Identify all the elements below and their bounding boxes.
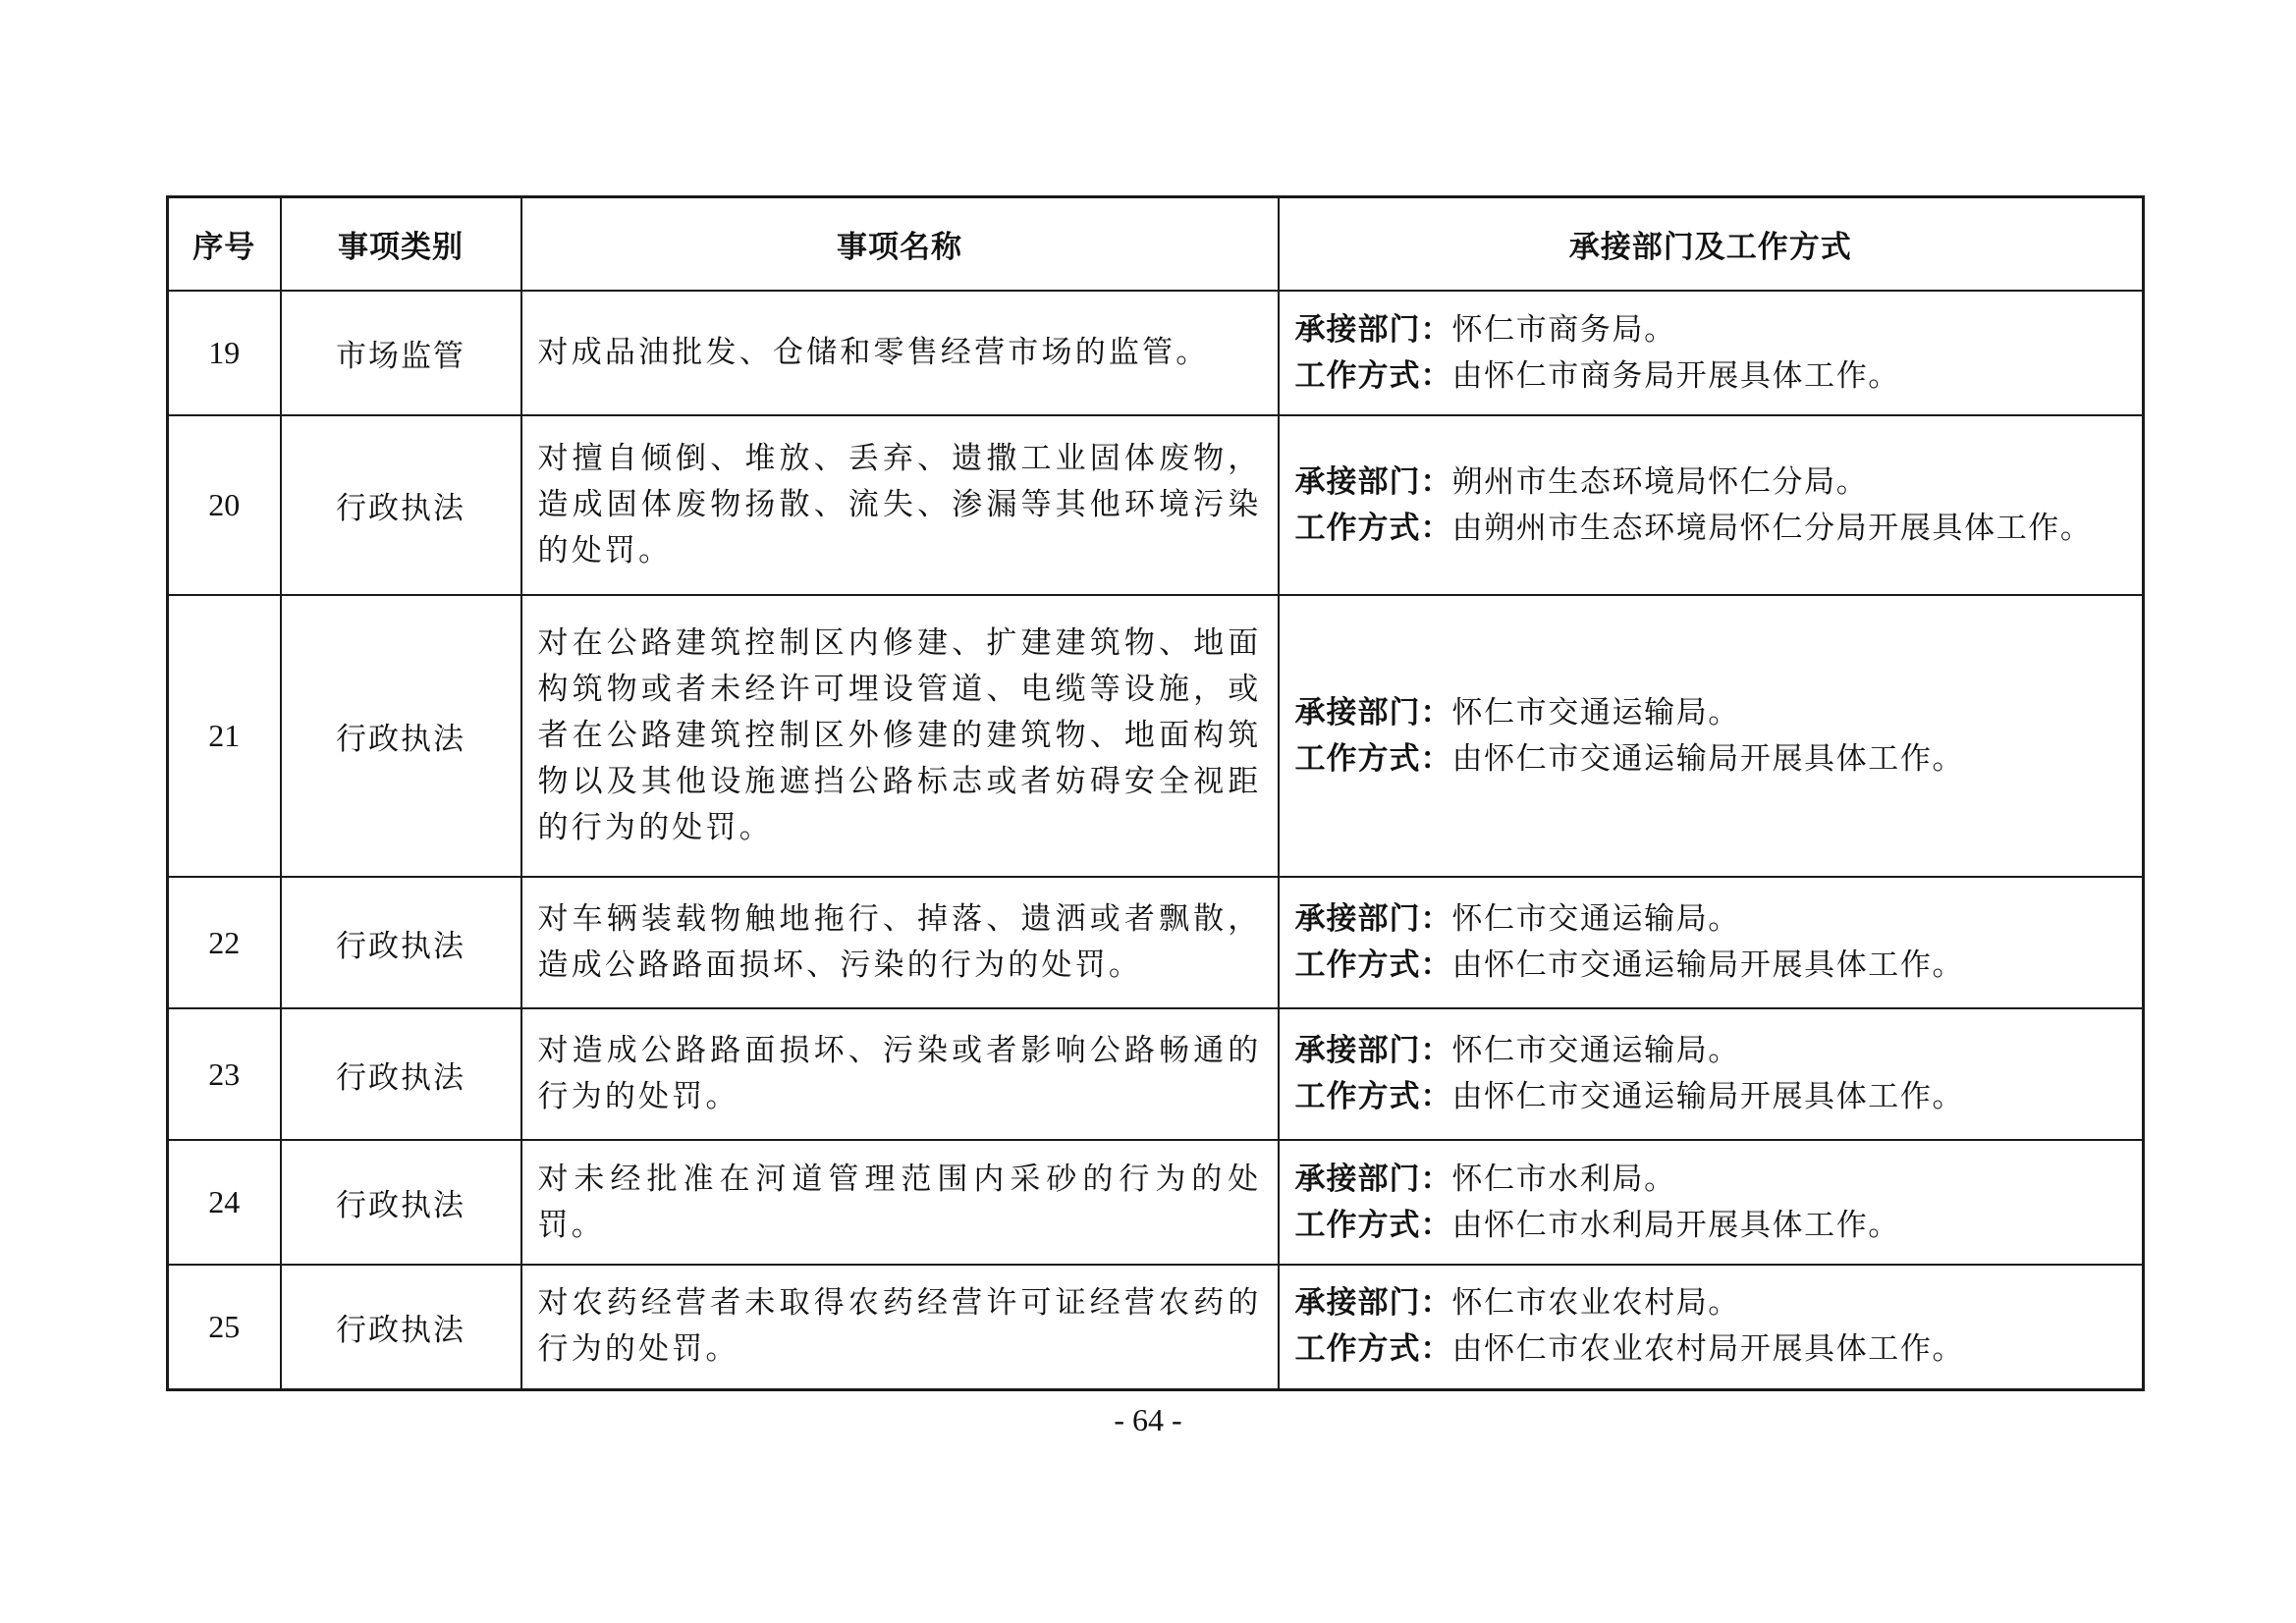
row-seq: 25 [168, 1265, 281, 1389]
dept-label: 承接部门： [1294, 1285, 1452, 1322]
method-label: 工作方式： [1294, 357, 1452, 394]
method-value: 由怀仁市农业农村局开展具体工作。 [1451, 1331, 1965, 1368]
row-dept-cell [1279, 415, 2144, 595]
dept-value: 怀仁市交通运输局。 [1451, 901, 1740, 937]
method-label: 工作方式： [1294, 1079, 1452, 1114]
row-seq: 24 [168, 1140, 281, 1265]
header-dept: 承接部门及工作方式 [1279, 197, 2144, 292]
row-item-name: 对擅自倾倒、堆放、丢弃、遗撒工业固体废物，造成固体废物扬散、流失、渗漏等其他环境污染的处罚。 [521, 415, 1279, 595]
method-label: 工作方式： [1294, 1207, 1452, 1243]
table-row [168, 877, 2144, 1008]
row-item-name: 对未经批准在河道管理范围内采砂的行为的处罚。 [521, 1140, 1279, 1265]
method-value: 由怀仁市交通运输局开展具体工作。 [1451, 740, 1965, 777]
method-value: 由怀仁市交通运输局开展具体工作。 [1451, 947, 1965, 983]
method-line [1295, 943, 2127, 989]
row-item-name: 对成品油批发、仓储和零售经营市场的监管。 [521, 291, 1279, 415]
items-table [166, 195, 2145, 1391]
method-label: 工作方式： [1294, 947, 1452, 983]
dept-line [1295, 1028, 2127, 1074]
row-category: 行政执法 [281, 415, 521, 595]
row-seq: 19 [168, 291, 281, 415]
row-dept-cell [1279, 1008, 2144, 1140]
dept-value: 怀仁市交通运输局。 [1451, 694, 1740, 730]
dept-line [1295, 690, 2127, 736]
table-row [168, 415, 2144, 595]
row-seq: 22 [168, 877, 281, 1008]
dept-line [1295, 460, 2127, 506]
row-category: 行政执法 [281, 595, 521, 877]
row-dept-cell [1279, 877, 2144, 1008]
method-label: 工作方式： [1294, 740, 1452, 777]
method-label: 工作方式： [1294, 1331, 1452, 1368]
row-dept-cell [1279, 1140, 2144, 1265]
table-row [168, 291, 2144, 415]
header-seq: 序号 [168, 197, 281, 292]
row-item-name: 对造成公路路面损坏、污染或者影响公路畅通的行为的处罚。 [521, 1008, 1279, 1140]
row-seq: 21 [168, 595, 281, 877]
dept-label: 承接部门： [1294, 463, 1452, 500]
row-item-name: 对农药经营者未取得农药经营许可证经营农药的行为的处罚。 [521, 1265, 1279, 1389]
dept-label: 承接部门： [1294, 311, 1452, 348]
row-dept-cell [1279, 595, 2144, 877]
row-category: 行政执法 [281, 1265, 521, 1389]
method-line [1295, 1203, 2127, 1249]
header-category: 事项类别 [281, 197, 521, 292]
row-category: 行政执法 [281, 1140, 521, 1265]
table-row [168, 1008, 2144, 1140]
row-seq: 23 [168, 1008, 281, 1140]
dept-label: 承接部门： [1294, 901, 1452, 937]
row-category: 市场监管 [281, 291, 521, 415]
table-header-row [168, 197, 2144, 292]
page-number: - 64 - [1114, 1402, 1182, 1437]
dept-line [1295, 307, 2127, 353]
row-category: 行政执法 [281, 877, 521, 1008]
method-value: 由朔州市生态环境局怀仁分局开展具体工作。 [1451, 510, 2093, 546]
dept-label: 承接部门： [1294, 1161, 1452, 1197]
dept-value: 怀仁市交通运输局。 [1451, 1033, 1740, 1068]
dept-value: 朔州市生态环境局怀仁分局。 [1451, 463, 1869, 500]
method-value: 由怀仁市水利局开展具体工作。 [1451, 1207, 1900, 1243]
row-seq: 20 [168, 415, 281, 595]
dept-value: 怀仁市水利局。 [1451, 1161, 1676, 1197]
row-category: 行政执法 [281, 1008, 521, 1140]
row-dept-cell [1279, 1265, 2144, 1389]
table-row [168, 1140, 2144, 1265]
row-dept-cell [1279, 291, 2144, 415]
method-value: 由怀仁市交通运输局开展具体工作。 [1451, 1079, 1965, 1114]
dept-line [1295, 1280, 2127, 1326]
row-item-name: 对在公路建筑控制区内修建、扩建建筑物、地面构筑物或者未经许可埋设管道、电缆等设施，或者在公路建筑控制区外修建的建筑物、地面构筑物以及其他设施遮挡公路标志或者妨碍安全视距的行为的处罚。 [521, 595, 1279, 877]
table-row [168, 1265, 2144, 1389]
dept-line [1295, 896, 2127, 943]
table-row [168, 595, 2144, 877]
dept-value: 怀仁市商务局。 [1451, 311, 1676, 348]
dept-label: 承接部门： [1294, 1033, 1452, 1068]
dept-value: 怀仁市农业农村局。 [1451, 1285, 1740, 1322]
method-label: 工作方式： [1294, 510, 1452, 546]
method-line [1295, 353, 2127, 400]
method-value: 由怀仁市商务局开展具体工作。 [1451, 357, 1900, 394]
method-line [1295, 1326, 2127, 1373]
method-line [1295, 506, 2127, 552]
dept-label: 承接部门： [1294, 694, 1452, 730]
method-line [1295, 1074, 2127, 1120]
dept-line [1295, 1157, 2127, 1203]
header-name: 事项名称 [521, 197, 1279, 292]
items-table-container [166, 195, 2142, 1391]
method-line [1295, 736, 2127, 783]
row-item-name: 对车辆装载物触地拖行、掉落、遗洒或者飘散，造成公路路面损坏、污染的行为的处罚。 [521, 877, 1279, 1008]
